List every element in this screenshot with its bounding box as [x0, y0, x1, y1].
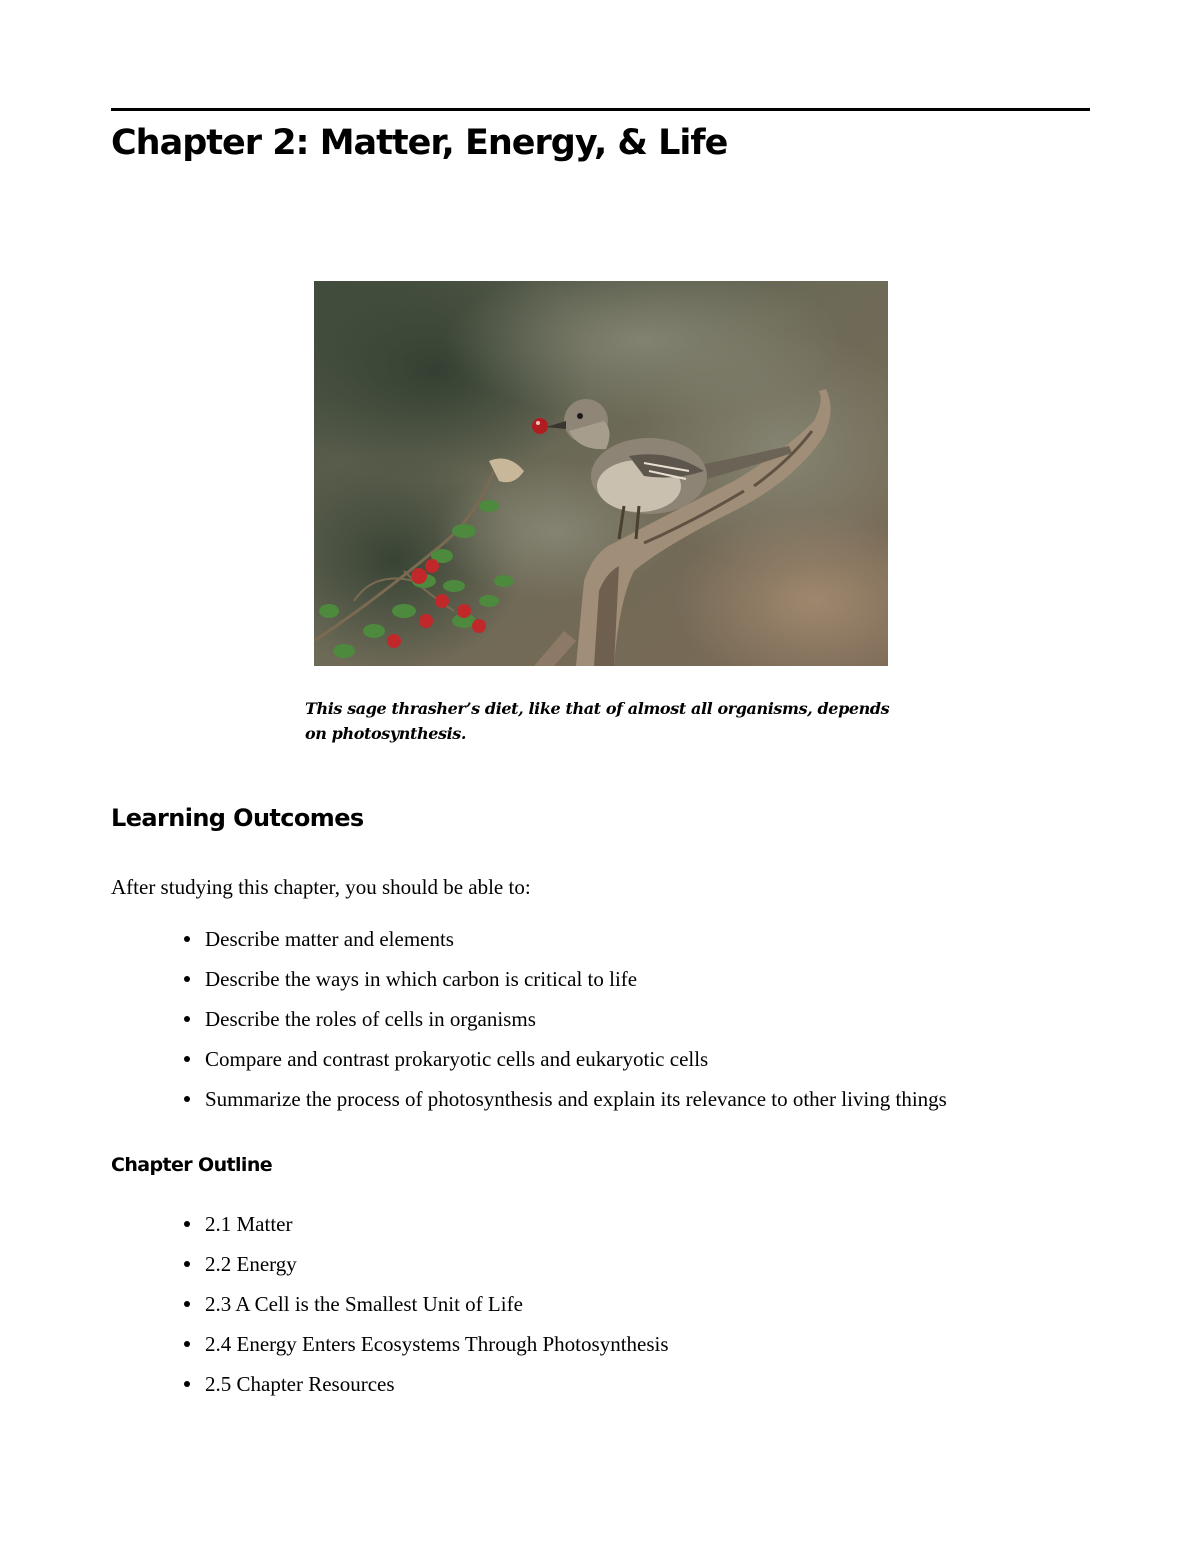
chapter-outline-heading: Chapter Outline — [111, 1154, 273, 1176]
outline-item: 2.1 Matter — [205, 1209, 669, 1249]
list-item: Summarize the process of photosynthesis and explain its relevance to other living things — [205, 1084, 947, 1124]
outline-item: 2.4 Energy Enters Ecosystems Through Photosynthesis — [205, 1329, 669, 1369]
sage-thrasher-photo — [314, 281, 888, 666]
title-rule — [111, 108, 1090, 111]
list-item: Describe the roles of cells in organisms — [205, 1004, 947, 1044]
learning-outcomes-list — [205, 924, 947, 1124]
list-item: Describe the ways in which carbon is critical to life — [205, 964, 947, 1004]
outline-item: 2.5 Chapter Resources — [205, 1369, 669, 1409]
list-item: Describe matter and elements — [205, 924, 947, 964]
list-item: Compare and contrast prokaryotic cells and eukaryotic cells — [205, 1044, 947, 1084]
learning-outcomes-intro: After studying this chapter, you should be able to: — [111, 875, 531, 899]
outline-item: 2.3 A Cell is the Smallest Unit of Life — [205, 1289, 669, 1329]
figure-caption: This sage thrasher’s diet, like that of almost all organisms, depends on photosynthesis. — [305, 699, 890, 743]
chapter-title: Chapter 2: Matter, Energy, & Life — [111, 123, 728, 163]
learning-outcomes-heading: Learning Outcomes — [111, 804, 364, 832]
chapter-outline-list — [205, 1209, 669, 1409]
outline-item: 2.2 Energy — [205, 1249, 669, 1289]
photo-illustration — [314, 281, 888, 666]
